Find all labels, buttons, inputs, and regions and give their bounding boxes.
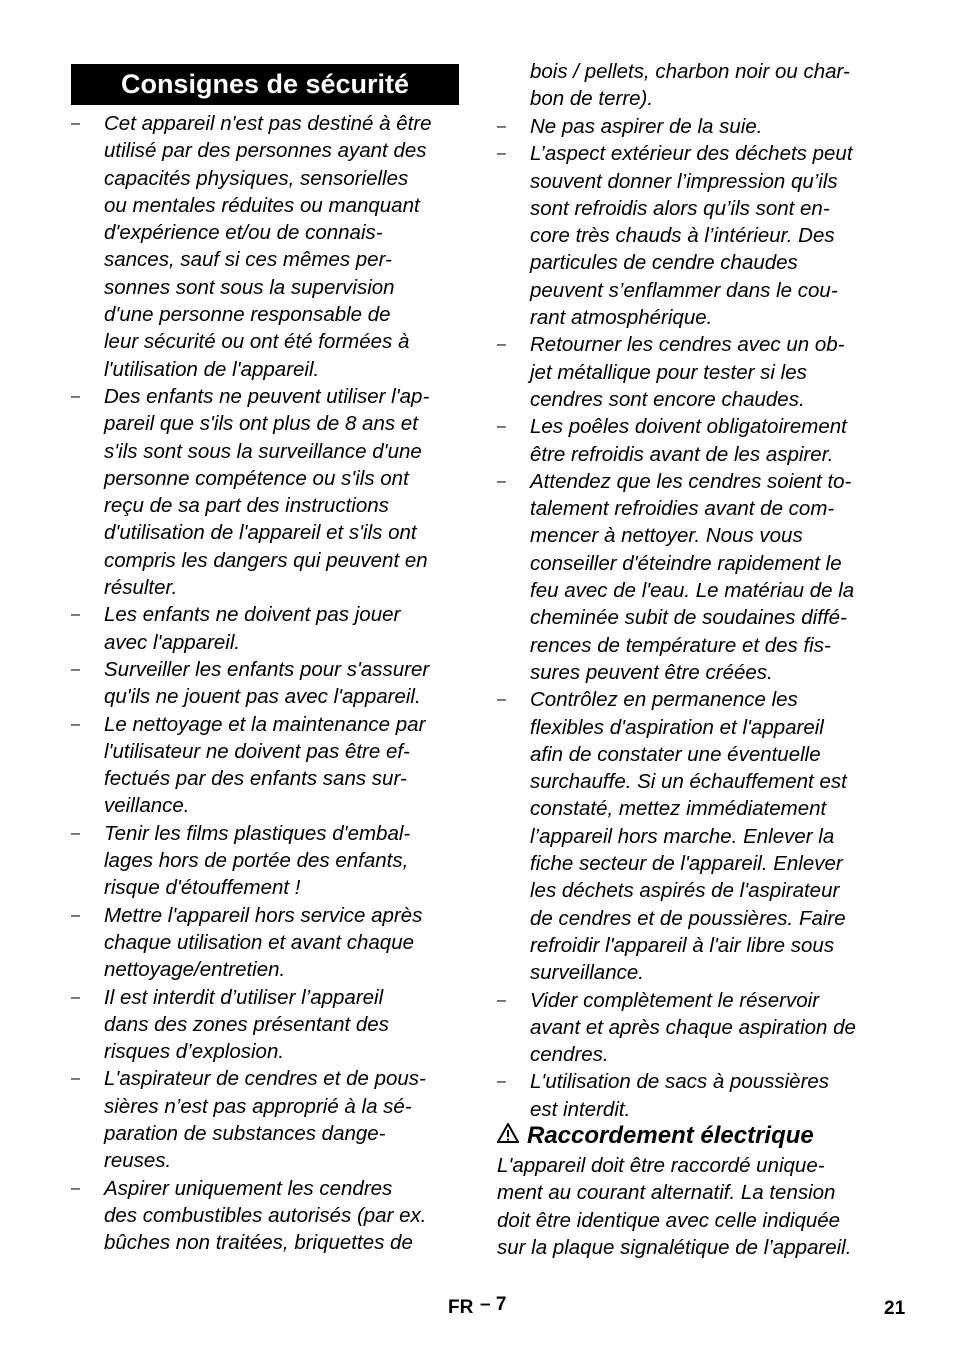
list-item-line: talement refroidies avant de com- [530,497,835,521]
list-item-line: sonnes sont sous la supervision [104,275,395,299]
list-item [497,1068,891,1123]
left-bullet-list [71,110,463,1256]
list-item-line: cendres. [530,1043,609,1067]
list-item-line: peuvent s’enflammer dans le cou- [530,278,838,302]
list-item-line: cheminée subit de soudaines diffé- [530,606,847,630]
list-item-line: rant atmosphérique. [530,306,713,330]
list-item-line: fectués par des enfants sans sur- [104,767,407,791]
bullet-dash: – [71,660,80,678]
list-item-line: rences de température et des fis- [530,633,831,657]
list-item [497,468,891,686]
list-item-line: risques d’explosion. [104,1040,285,1064]
list-item-line: afin de constater une éventuelle [530,742,821,766]
continued-text [530,58,850,113]
list-item [497,140,891,331]
bullet-dash: – [497,336,506,354]
list-item-line: sières n’est pas approprié à la sé- [104,1094,412,1118]
bullet-dash: – [71,606,80,624]
subheading-electrical-connection [497,1120,814,1152]
list-item-line: d'utilisation de l'appareil et s'ils ont [104,521,417,545]
bullet-dash: – [497,472,506,490]
list-item-line: d'une personne responsable de [104,303,391,327]
right-bullet-list [497,113,891,1123]
list-item-line: refroidir l'appareil à l'air libre sous [530,933,835,957]
list-item [71,902,463,984]
bullet-dash: – [497,418,506,436]
list-item-line: Vider complètement le réservoir [530,988,820,1012]
footer-language: FR [448,1297,474,1318]
list-item-line: chaque utilisation et avant chaque [104,930,415,954]
list-item-line: sures peuvent être créées. [530,660,773,684]
list-item-line: dans des zones présentant des [104,1012,389,1036]
list-item-line: surveillance. [530,961,644,985]
list-item-line: veillance. [104,794,190,818]
bullet-dash: – [497,691,506,709]
list-item-line: Tenir les films plastiques d'embal- [104,821,411,845]
warning-triangle-icon [497,1122,519,1144]
list-item-line: Les enfants ne doivent pas jouer [104,603,401,627]
bullet-dash: – [497,1073,506,1091]
text-line: sur la plaque signalétique de l’appareil. [497,1235,852,1259]
list-item-line: Retourner les cendres avec un ob- [530,333,845,357]
list-item-line: souvent donner l’impression qu’ils [530,169,838,193]
list-item [71,383,463,601]
list-item-line: de cendres et de poussières. Faire [530,906,846,930]
list-item-line: être refroidis avant de les aspirer. [530,442,834,466]
list-item [497,686,891,986]
list-item-line: Les poêles doivent obligatoirement [530,415,847,439]
list-item-line: cendres sont encore chaudes. [530,387,805,411]
bullet-dash: – [71,715,80,733]
list-item [71,820,463,902]
list-item-line: avec l'appareil. [104,630,241,654]
list-item [71,984,463,1066]
footer-page-number: 21 [884,1298,906,1319]
list-item [497,113,891,140]
list-item [71,711,463,820]
text-line: bon de terre). [530,87,654,111]
list-item [497,987,891,1069]
bullet-dash: – [71,387,80,405]
list-item-line: pareil que s'ils ont plus de 8 ans et [104,412,418,436]
list-item-line: Le nettoyage et la maintenance par [104,712,426,736]
subheading-text: Raccordement électrique [527,1122,814,1149]
list-item-line: surchauffe. Si un échauffement est [530,770,847,794]
list-item [497,331,891,413]
list-item-line: Ne pas aspirer de la suie. [530,115,763,138]
list-item-line: L'utilisation de sacs à poussières [530,1070,830,1094]
list-item-line: L’aspect extérieur des déchets peut [530,142,853,166]
list-item-line: est interdit. [530,1097,631,1121]
list-item [71,110,463,383]
bullet-dash: – [497,118,506,135]
list-item-line: nettoyage/entretien. [104,958,286,982]
list-item-line: s'ils sont sous la surveillance d'une [104,439,422,463]
list-item-line: qu'ils ne jouent pas avec l'appareil. [104,685,421,709]
list-item-line: fiche secteur de l'appareil. Enlever [530,852,843,876]
list-item-line: Cet appareil n'est pas destiné à être [104,112,432,135]
list-item-line: Surveiller les enfants pour s'assurer [104,657,430,681]
bullet-dash: – [71,1179,80,1197]
list-item [71,656,463,711]
list-item-line: conseiller d'éteindre rapidement le [530,551,842,575]
list-item-line: jet métallique pour tester si les [530,360,807,384]
list-item-line: bûches non traitées, briquettes de [104,1231,413,1255]
list-item-line: Des enfants ne peuvent utiliser l'ap- [104,384,430,408]
list-item-line: feu avec de l'eau. Le matériau de la [530,579,855,603]
list-item-line: ou mentales réduites ou manquant [104,193,420,217]
list-item-line: Il est interdit d’utiliser l’appareil [104,985,384,1009]
text-line: ment au courant alternatif. La tension [497,1181,836,1205]
list-item-line: constaté, mettez immédiatement [530,797,827,821]
section-title: Consignes de sécurité [71,64,459,105]
list-item-line: flexibles d'aspiration et l'appareil [530,715,824,739]
footer-section-page: – 7 [480,1294,507,1315]
list-item-line: résulter. [104,576,178,600]
list-item-line: Aspirer uniquement les cendres [104,1176,393,1200]
list-item-line: core très chauds à l’intérieur. Des [530,224,835,248]
list-item-line: l'utilisation de l'appareil. [104,357,320,381]
list-item-line: avant et après chaque aspiration de [530,1015,856,1039]
list-item-line: compris les dangers qui peuvent en [104,548,428,572]
bullet-dash: – [71,988,80,1006]
list-item-line: L'aspirateur de cendres et de pous- [104,1067,426,1091]
list-item-line: sont refroidis alors qu’ils sont en- [530,196,830,220]
text-line: bois / pellets, charbon noir ou char- [530,60,850,83]
list-item-line: reuses. [104,1149,172,1173]
list-item-line: Attendez que les cendres soient to- [530,469,852,493]
list-item-line: Mettre l'appareil hors service après [104,903,423,927]
list-item-line: utilisé par des personnes ayant des [104,139,427,163]
list-item-line: particules de cendre chaudes [530,251,798,275]
list-item-line: d'expérience et/ou de connais- [104,221,383,245]
list-item-line: mencer à nettoyer. Nous vous [530,524,803,548]
bullet-dash: – [71,115,80,132]
list-item-line: l’appareil hors marche. Enlever la [530,824,835,848]
bullet-dash: – [71,824,80,842]
list-item-line: reçu de sa part des instructions [104,494,389,518]
list-item [71,1065,463,1174]
list-item [71,1175,463,1257]
list-item-line: personne compétence ou s'ils ont [104,466,409,490]
text-line: doit être identique avec celle indiquée [497,1208,841,1232]
list-item-line: sances, sauf si ces mêmes per- [104,248,392,272]
list-item [71,601,463,656]
list-item-line: les déchets aspirés de l'aspirateur [530,879,840,903]
list-item [497,413,891,468]
list-item-line: paration de substances dange- [104,1121,386,1145]
list-item-line: leur sécurité ou ont été formées à [104,330,410,354]
list-item-line: risque d'étouffement ! [104,876,301,900]
text-line: L'appareil doit être raccordé unique- [497,1154,825,1177]
list-item-line: l'utilisateur ne doivent pas être ef- [104,739,410,763]
bullet-dash: – [497,991,506,1009]
list-item-line: Contrôlez en permanence les [530,688,798,712]
bullet-dash: – [71,1070,80,1088]
list-item-line: des combustibles autorisés (par ex. [104,1203,427,1227]
list-item-line: capacités physiques, sensorielles [104,166,409,190]
electrical-paragraph [497,1152,851,1261]
bullet-dash: – [71,906,80,924]
list-item-line: lages hors de portée des enfants, [104,849,409,873]
bullet-dash: – [497,145,506,163]
